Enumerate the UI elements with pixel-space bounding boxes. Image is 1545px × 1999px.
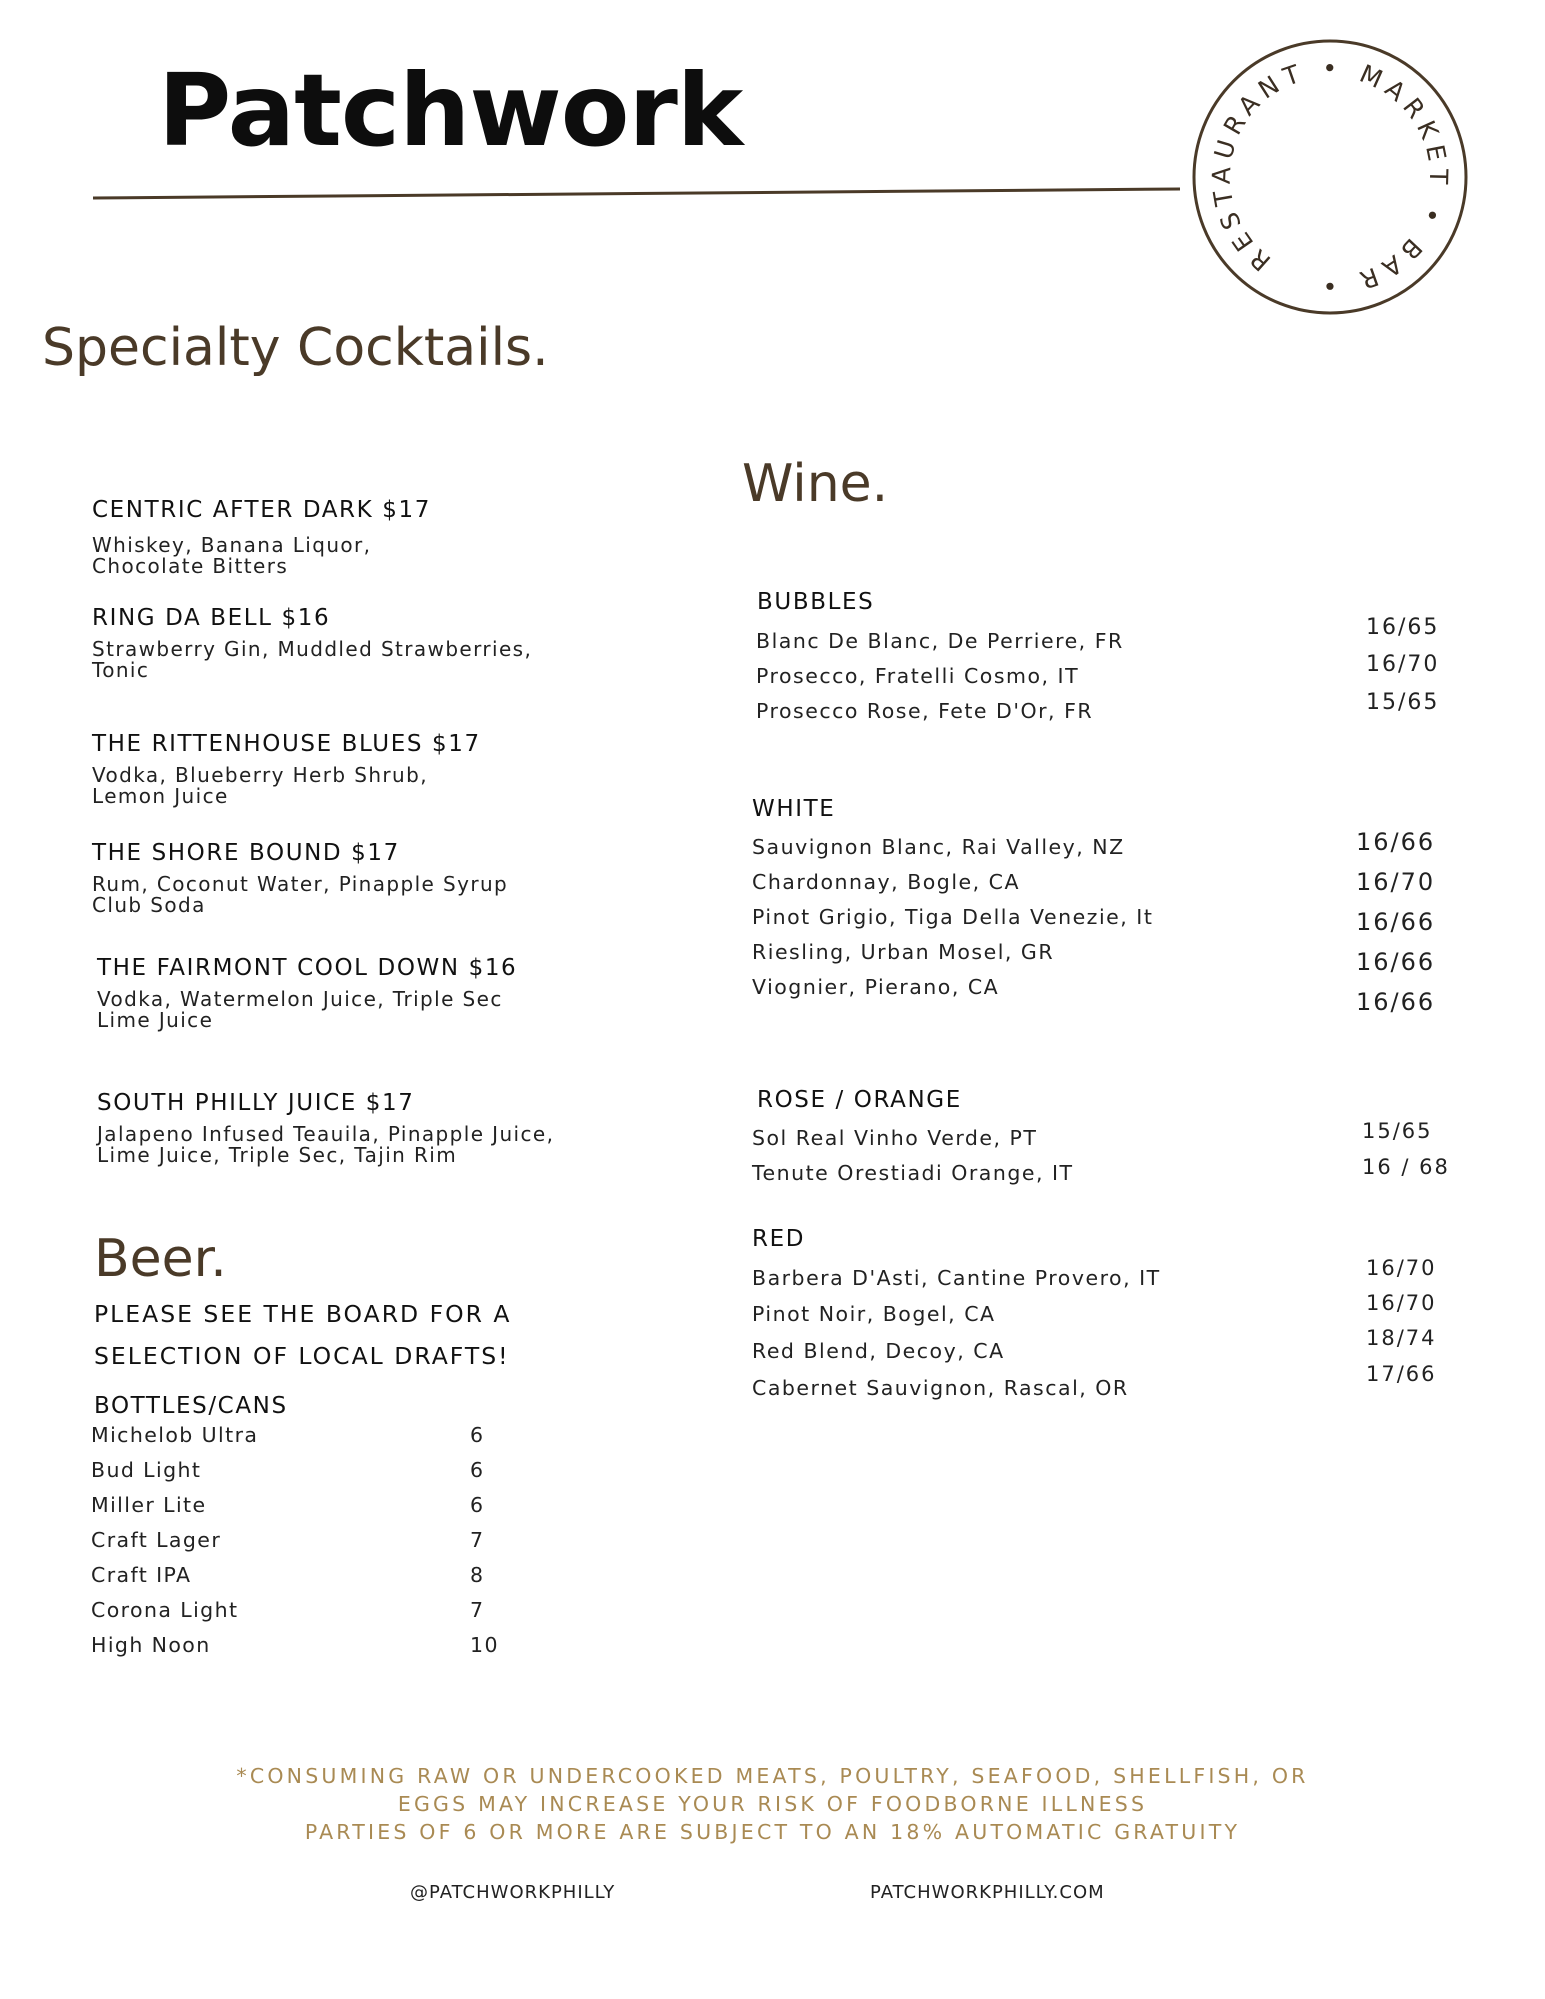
- food-safety-notice: EGGS MAY INCREASE YOUR RISK OF FOODBORNE ILLNESS: [397, 1792, 1148, 1816]
- wine-item-price: 16/66: [1356, 908, 1436, 936]
- wine-item-name: Pinot Grigio, Tiga Della Venezie, It: [752, 905, 1154, 929]
- svg-text:RESTAURANT • MARKET • BAR •: RESTAURANT • MARKET • BAR •: [1206, 53, 1454, 301]
- wine-item-price: 16/66: [1356, 988, 1436, 1016]
- wine-heading: Wine.: [742, 454, 889, 514]
- wine-item-price: 15/65: [1366, 690, 1440, 715]
- wine-item-price: 16/65: [1366, 615, 1440, 640]
- wine-group-bubbles: BUBBLES: [757, 589, 875, 615]
- cocktail-name: CENTRIC AFTER DARK $17: [92, 497, 431, 523]
- gratuity-notice: PARTIES OF 6 OR MORE ARE SUBJECT TO AN 18% AUTOMATIC GRATUITY: [304, 1820, 1241, 1844]
- beer-heading: Beer.: [94, 1229, 227, 1289]
- wine-item-price: 16 / 68: [1362, 1155, 1450, 1179]
- wine-item-name: Chardonnay, Bogle, CA: [752, 870, 1021, 894]
- beer-item-price: 8: [470, 1563, 485, 1587]
- wine-item-name: Cabernet Sauvignon, Rascal, OR: [752, 1376, 1129, 1400]
- cocktail-description: Vodka, Blueberry Herb Shrub, Lemon Juice: [92, 763, 428, 808]
- cocktail-name: SOUTH PHILLY JUICE $17: [97, 1090, 415, 1116]
- website-link[interactable]: PATCHWORKPHILLY.COM: [870, 1882, 1105, 1903]
- cocktail-description: Rum, Coconut Water, Pinapple Syrup Club Soda: [92, 872, 509, 917]
- wine-group-red: RED: [752, 1226, 806, 1252]
- beer-item-name: Craft Lager: [91, 1528, 222, 1552]
- wine-item-name: Sauvignon Blanc, Rai Valley, NZ: [752, 835, 1125, 859]
- wine-item-name: Prosecco Rose, Fete D'Or, FR: [756, 699, 1094, 723]
- wine-item-name: Tenute Orestiadi Orange, IT: [752, 1161, 1074, 1185]
- wine-item-name: Blanc De Blanc, De Perriere, FR: [756, 629, 1124, 653]
- beer-item-price: 6: [470, 1458, 485, 1482]
- wine-item-name: Riesling, Urban Mosel, GR: [752, 940, 1055, 964]
- cocktail-name: RING DA BELL $16: [92, 605, 331, 631]
- instagram-handle[interactable]: @PATCHWORKPHILLY: [410, 1882, 616, 1903]
- beer-item-name: Bud Light: [91, 1458, 202, 1482]
- wine-item-price: 18/74: [1366, 1326, 1437, 1350]
- brand-logo-wordmark: Patchwork: [158, 52, 743, 169]
- cocktail-name: THE RITTENHOUSE BLUES $17: [92, 731, 481, 757]
- beer-item-price: 10: [470, 1633, 499, 1657]
- cocktail-description: Vodka, Watermelon Juice, Triple Sec Lime Juice: [97, 987, 503, 1032]
- wine-item-name: Viognier, Pierano, CA: [752, 975, 1000, 999]
- food-safety-notice: *CONSUMING RAW OR UNDERCOOKED MEATS, POULTRY, SEAFOOD, SHELLFISH, OR: [236, 1764, 1309, 1788]
- beer-item-price: 7: [470, 1598, 485, 1622]
- wine-item-price: 15/65: [1362, 1119, 1433, 1143]
- wine-group-white: WHITE: [752, 796, 836, 822]
- wine-item-name: Barbera D'Asti, Cantine Provero, IT: [752, 1266, 1161, 1290]
- beer-item-name: Michelob Ultra: [91, 1423, 259, 1447]
- wine-item-price: 16/66: [1356, 828, 1436, 856]
- wine-item-name: Prosecco, Fratelli Cosmo, IT: [756, 664, 1080, 688]
- beer-item-name: Corona Light: [91, 1598, 239, 1622]
- beer-board-note: PLEASE SEE THE BOARD FOR A: [94, 1300, 512, 1328]
- beer-item-name: High Noon: [91, 1633, 211, 1657]
- wine-item-price: 16/70: [1366, 1291, 1437, 1315]
- wine-group-rose-orange: ROSE / ORANGE: [757, 1087, 962, 1113]
- beer-board-note: SELECTION OF LOCAL DRAFTS!: [94, 1342, 510, 1370]
- wine-item-price: 16/70: [1356, 868, 1436, 896]
- wine-item-name: Red Blend, Decoy, CA: [752, 1339, 1005, 1363]
- cocktail-description: Strawberry Gin, Muddled Strawberries, Tonic: [92, 637, 533, 682]
- wine-item-name: Pinot Noir, Bogel, CA: [752, 1302, 996, 1326]
- wine-item-price: 16/70: [1366, 652, 1440, 677]
- wine-item-price: 16/66: [1356, 948, 1436, 976]
- wine-item-name: Sol Real Vinho Verde, PT: [752, 1126, 1038, 1150]
- beer-item-price: 7: [470, 1528, 485, 1552]
- cocktails-heading: Specialty Cocktails.: [42, 318, 549, 378]
- beer-item-price: 6: [470, 1493, 485, 1517]
- cocktail-name: THE SHORE BOUND $17: [92, 840, 400, 866]
- beer-item-price: 6: [470, 1423, 485, 1447]
- cocktail-description: Whiskey, Banana Liquor, Chocolate Bitters: [92, 533, 372, 578]
- bottles-cans-heading: BOTTLES/CANS: [94, 1393, 288, 1419]
- wine-item-price: 17/66: [1366, 1362, 1437, 1386]
- beer-item-name: Miller Lite: [91, 1493, 207, 1517]
- beer-item-name: Craft IPA: [91, 1563, 192, 1587]
- wine-item-price: 16/70: [1366, 1256, 1437, 1280]
- cocktail-name: THE FAIRMONT COOL DOWN $16: [97, 955, 518, 981]
- cocktail-description: Jalapeno Infused Teauila, Pinapple Juice, Lime Juice, Triple Sec, Tajin Rim: [97, 1122, 555, 1167]
- restaurant-market-bar-seal: [1185, 32, 1475, 322]
